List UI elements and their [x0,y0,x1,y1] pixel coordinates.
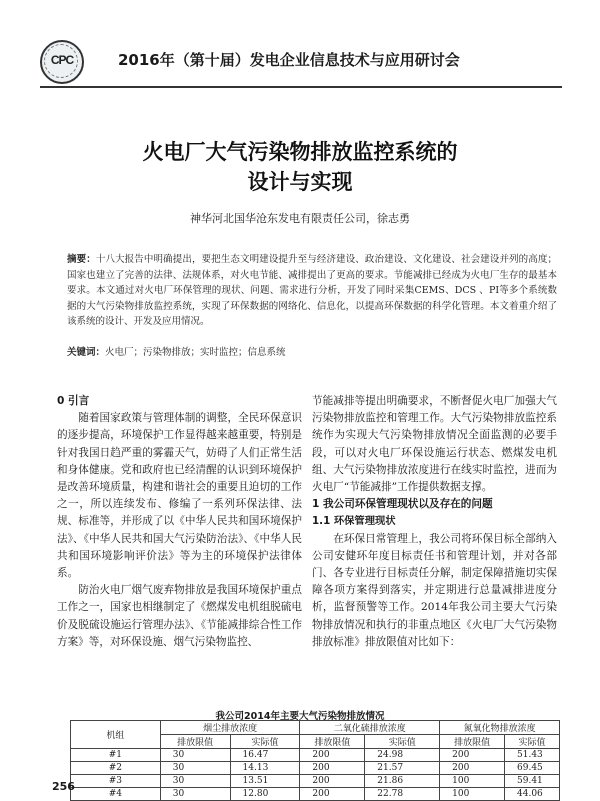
paper-authors: 神华河北国华沧东发电有限责任公司，徐志勇 [190,212,410,225]
sub-header: 排放限值 [440,735,505,749]
table-caption: 我公司2014年主要大气污染物排放情况 [215,711,385,722]
value-cell: 200 [440,762,505,775]
table-row [71,762,560,775]
value-cell: 14.13 [230,762,300,775]
logo-text: CPC [50,53,74,67]
sub-header: 排放限值 [300,735,365,749]
keywords-label: 关键词： [67,347,106,358]
table-row [71,775,560,788]
group-header: 烟尘排放浓度 [160,721,300,735]
unit-cell: #3 [71,775,161,788]
value-cell: 21.86 [365,775,440,788]
page-number: 256 [52,780,75,793]
value-cell: 12.80 [230,788,300,801]
intro-paragraph-2-continued: 节能减排等提出明确要求，不断督促火电厂加强大气污染物排放监控和管理工作。大气污染物排放监控系统作为实现大气污染物排放情况全面监测的必要手段，可以对火电厂环保设施运行状态、燃煤发电机组、大气污染物排放浓度进行在线实时监控，进而为火电厂“节能减排”工作提供数据支撑。 [312,395,557,494]
subsection-1-1-heading: 1.1 环保管理现状 [312,515,396,528]
value-cell: 100 [440,775,505,788]
value-cell: 100 [440,788,505,801]
section-1-heading: 1 我公司环保管理现状以及存在的问题 [312,498,493,511]
sub-header: 排放限值 [160,735,230,749]
value-cell: 200 [440,749,505,762]
section-0-heading: 0 引言 [57,395,90,407]
value-cell: 200 [300,762,365,775]
conference-header [0,0,600,90]
conference-logo [40,40,84,84]
paper-title-line2: 设计与实现 [247,170,353,194]
group-header: 二氧化硫排放浓度 [300,721,440,735]
table-row [71,788,560,801]
value-cell: 200 [300,788,365,801]
unit-cell: #1 [71,749,161,762]
value-cell: 200 [300,775,365,788]
abstract-label: 摘要： [67,254,96,265]
intro-paragraph-1: 随着国家政策与管理体制的调整，全民环保意识的逐步提高，环境保护工作显得越来越重要，特别是针对我国日趋严重的雾霾天气，妨碍了人们正常生活和身体健康。党和政府也已经清醒的认识到环境保护是改善环境质量，构建和谐社会的重要且迫切的工作之一，所以连续发布、修编了一系列环保法律、法规、标准等，并形成了以《中华人民共和国环境保护法》、《中华人民共和国大气污染防治法》、《中华人民共和国环境影响评价法》等为主的环境保护法律体系。 [57,412,302,580]
unit-header: 机组 [71,721,161,749]
value-cell: 30 [160,788,230,801]
left-column [57,393,302,651]
value-cell: 59.41 [505,775,560,788]
value-cell: 30 [160,775,230,788]
group-header: 氮氧化物排放浓度 [440,721,560,735]
abstract [67,252,557,330]
value-cell: 44.06 [505,788,560,801]
value-cell: 21.57 [365,762,440,775]
value-cell: 200 [300,749,365,762]
value-cell: 51.43 [505,749,560,762]
value-cell: 30 [160,762,230,775]
header-divider [40,86,562,88]
unit-cell: #2 [71,762,161,775]
table-row [71,749,560,762]
right-column [312,393,557,651]
keywords [67,344,557,358]
intro-paragraph-2: 防治火电厂烟气废弃物排放是我国环境保护重点工作之一，国家也相继制定了《燃煤发电机组脱硫电价及脱硫设施运行管理办法》、《节能减排综合性工作方案》等，对环保设施、烟气污染物监控、 [57,584,302,648]
sub-header: 实际值 [230,735,300,749]
value-cell: 22.78 [365,788,440,801]
sub-header: 实际值 [505,735,560,749]
value-cell: 30 [160,749,230,762]
value-cell: 24.98 [365,749,440,762]
value-cell: 16.47 [230,749,300,762]
value-cell: 69.45 [505,762,560,775]
conference-title: 2016年（第十届）发电企业信息技术与应用研讨会 [118,51,460,69]
abstract-text: 十八大报告中明确提出，要把生态文明建设提升至与经济建设、政治建设、文化建设、社会建设并列的高度；国家也建立了完善的法律、法规体系，对火电节能、减排提出了更高的要求。节能减排已经成为火电厂生存的最基本要求。本文通过对火电厂环保管理的现状、问题、需求进行分析，开发了同时采集CEMS、DCS 、PI等多个系统数据的大气污染物排放监控系统，实现了环保数据的网络化、信息化，以提高环保数据的科学化管理。本文着重介绍了该系统的设计、开发及应用情况。 [67,254,557,328]
keywords-text: 火电厂；污染物排放；实时监控；信息系统 [105,347,286,358]
table-header-row [71,721,560,735]
section-1-1-paragraph: 在环保日常管理上，我公司将环保目标全部纳入公司安健环年度目标责任书和管理计划，并对各部门、各专业进行目标责任分解，制定保障措施切实保障各项方案得到落实，并定期进行总量减排进度分析，监督预警等工作。2014年我公司主要大气污染物排放情况和执行的非重点地区《火电厂大气污染物排放标准》排放限值对比如下： [312,532,557,648]
value-cell: 13.51 [230,775,300,788]
paper-title-line1: 火电厂大气污染物排放监控系统的 [142,140,458,164]
unit-cell: #4 [71,788,161,801]
sub-header: 实际值 [365,735,440,749]
emissions-table [70,720,560,801]
